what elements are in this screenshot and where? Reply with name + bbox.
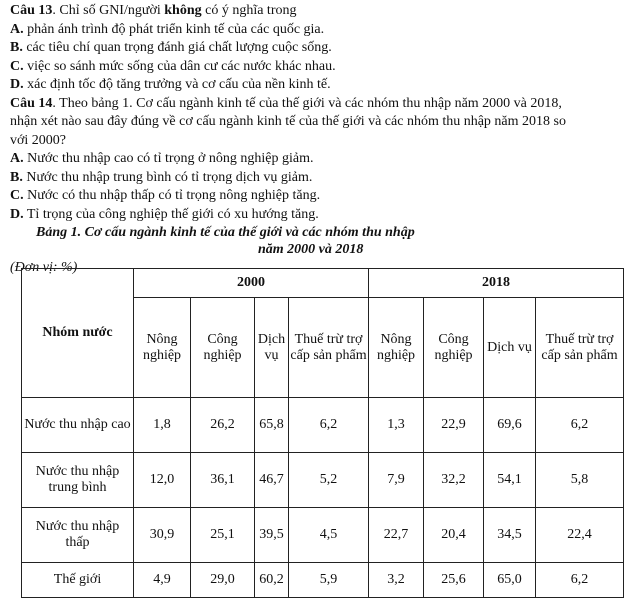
header-2018-industry: Công nghiệp [424,298,484,398]
table-cell: 6,2 [289,398,369,453]
row-label: Nước thu nhập cao [22,398,134,453]
table-cell: 39,5 [255,508,289,563]
table-cell: 32,2 [424,453,484,508]
group-header: Nhóm nước [22,269,134,398]
table-cell: 5,8 [536,453,624,508]
table-cell: 22,4 [536,508,624,563]
table-cell: 12,0 [134,453,191,508]
table-cell: 65,8 [255,398,289,453]
header-2000-industry: Công nghiệp [191,298,255,398]
q14-stem-line1: Câu 14. Theo bảng 1. Cơ cấu ngành kinh tế của thế giới và các nhóm thu nhập năm 2000 và 2018, [10,95,562,111]
table-cell: 4,5 [289,508,369,563]
table-cell: 69,6 [484,398,536,453]
table-cell: 46,7 [255,453,289,508]
row-label: Thế giới [22,563,134,598]
table-cell: 36,1 [191,453,255,508]
table-cell: 65,0 [484,563,536,598]
table-cell: 25,6 [424,563,484,598]
table-cell: 7,9 [369,453,424,508]
q14-option-b: B. Nước thu nhập trung bình có tỉ trọng dịch vụ giảm. [10,169,313,185]
q14-stem-line3: với 2000? [10,132,67,148]
q14-option-d: D. Tỉ trọng của công nghiệp thế giới có xu hướng tăng. [10,206,319,222]
q13-label: Câu 13 [10,3,53,18]
q14-stem-line2: nhận xét nào sau đây đúng về cơ cấu ngành kinh tế của thế giới và các nhóm thu nhập năm 2018 so [10,114,566,129]
q13-stem: Câu 13. Chỉ số GNI/người không có ý nghĩa trong [10,3,297,18]
table-caption-line1: Bảng 1. Cơ cấu ngành kinh tế của thế giới và các nhóm thu nhập [36,225,415,240]
table-cell: 3,2 [369,563,424,598]
table-cell: 6,2 [536,398,624,453]
table-cell: 29,0 [191,563,255,598]
table-cell: 60,2 [255,563,289,598]
table-unit: (Đơn vị: %) [10,260,78,275]
q13-option-c: C. việc so sánh mức sống của dân cư các nước khác nhau. [10,58,336,74]
table-row [22,398,624,453]
q14-label: Câu 14 [10,95,53,111]
row-label: Nước thu nhập thấp [22,508,134,563]
q13-option-b: B. các tiêu chí quan trọng đánh giá chất lượng cuộc sống. [10,40,332,55]
table-cell: 22,7 [369,508,424,563]
table-caption-line2: năm 2000 và 2018 [258,242,364,257]
table-cell: 4,9 [134,563,191,598]
table-row [22,508,624,563]
q14-option-c: C. Nước có thu nhập thấp có tỉ trọng nông nghiệp tăng. [10,188,321,203]
header-2000-agriculture: Nông nghiệp [134,298,191,398]
table-cell: 34,5 [484,508,536,563]
year-2000-header: 2000 [134,269,369,298]
q14-option-a: A. Nước thu nhập cao có tỉ trọng ở nông nghiệp giảm. [10,151,314,166]
header-2000-taxes: Thuế trừ trợ cấp sản phẩm [289,298,369,398]
header-2018-agriculture: Nông nghiệp [369,298,424,398]
table-cell: 1,8 [134,398,191,453]
table-cell: 5,2 [289,453,369,508]
year-2018-header: 2018 [369,269,624,298]
header-2018-taxes: Thuế trừ trợ cấp sản phẩm [536,298,624,398]
table-cell: 25,1 [191,508,255,563]
table-cell: 22,9 [424,398,484,453]
table-cell: 6,2 [536,563,624,598]
table-cell: 54,1 [484,453,536,508]
table-cell: 20,4 [424,508,484,563]
table-row [22,453,624,508]
q13-option-a: A. phản ánh trình độ phát triển kinh tế của các quốc gia. [10,21,325,37]
economic-structure-table [21,268,624,598]
table-cell: 30,9 [134,508,191,563]
table-cell: 1,3 [369,398,424,453]
table-row [22,563,624,598]
row-label: Nước thu nhập trung bình [22,453,134,508]
question-sheet [10,2,635,276]
table-cell: 5,9 [289,563,369,598]
year-header-row [22,269,624,298]
table-cell: 26,2 [191,398,255,453]
q13-option-d: D. xác định tốc độ tăng trưởng và cơ cấu của nền kinh tế. [10,77,331,92]
header-2000-services: Dịch vụ [255,298,289,398]
header-2018-services: Dịch vụ [484,298,536,398]
